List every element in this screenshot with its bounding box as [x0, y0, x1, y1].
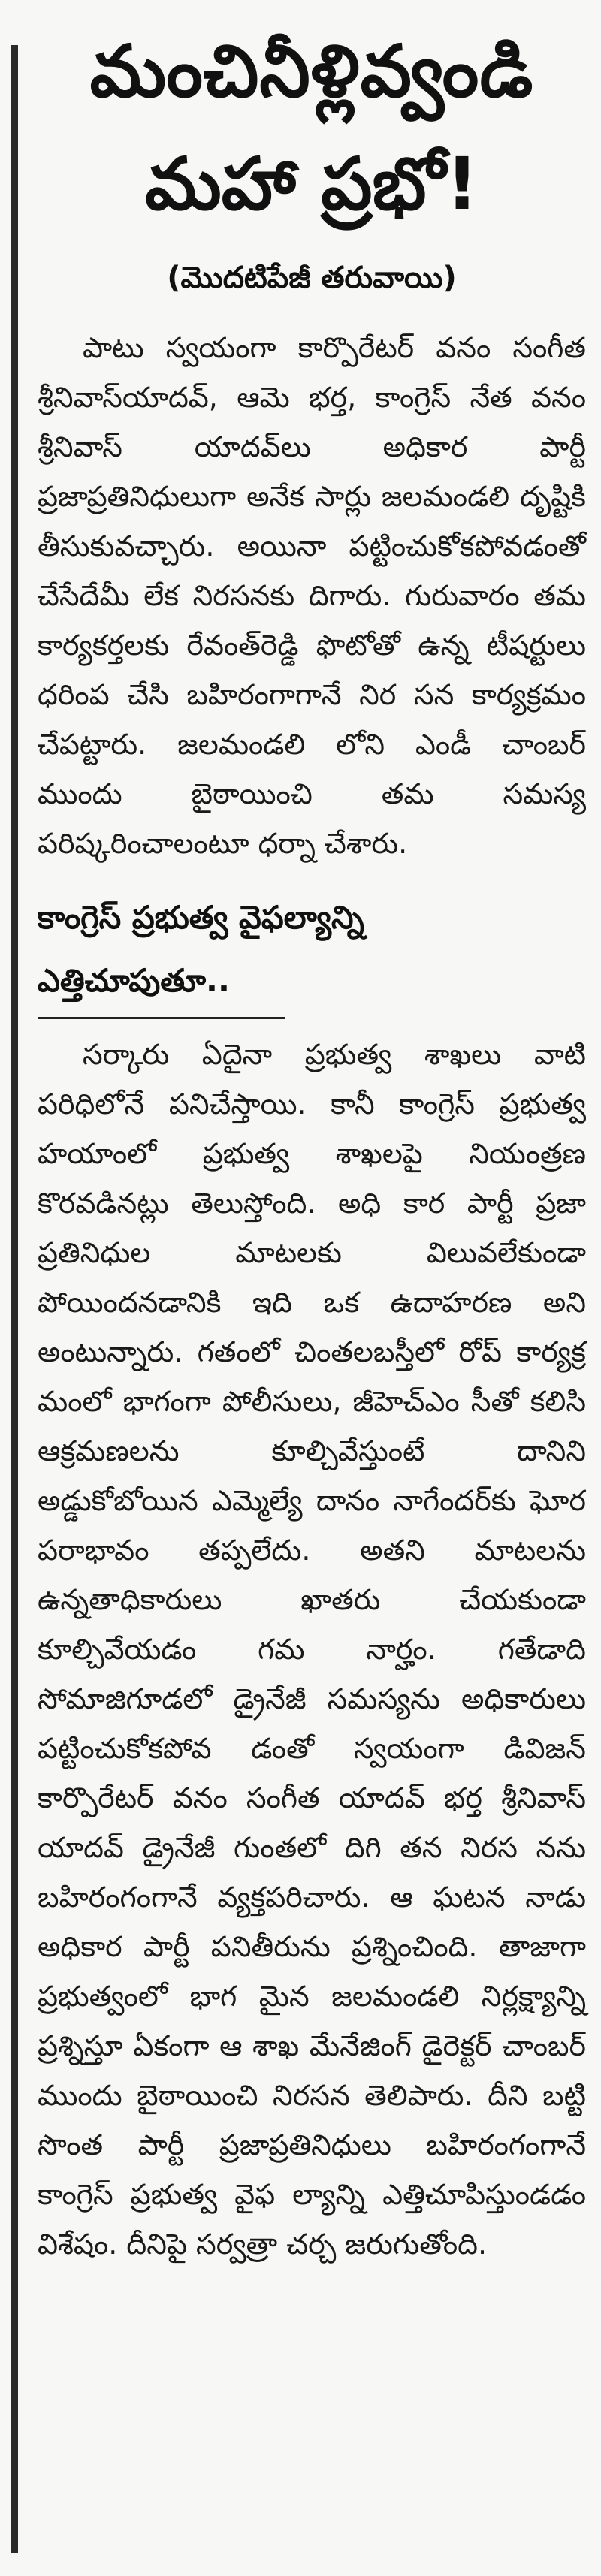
left-column-rule — [11, 45, 18, 2553]
subheading-line-2: ఎత్తిచూపుతూ.. — [38, 962, 230, 999]
headline — [38, 15, 586, 240]
subheading-underline — [38, 1017, 285, 1019]
subheading — [38, 886, 586, 1012]
headline-line-1: మంచినీళ్లివ్వండి — [89, 29, 534, 113]
paragraph-1: పాటు స్వయంగా కార్పొరేటర్ వనం సంగీత శ్రీనివాస్‌యాదవ్, ఆమె భర్త, కాంగ్రెస్ నేత వనం శ్రీనివాస్ యాదవ్‌లు అధికార పార్టీ ప్రజాప్రతినిధులుగా అనేక సార్లు జలమండలి దృష్టికి తీసుకువచ్చారు. అయినా పట్టించుకోకపోవడంతో చేసేదేమీ లేక నిరసనకు దిగారు. గురువారం తమ కార్యకర్తలకు రేవంత్‌రెడ్డి ఫొటోతో ఉన్న టీషర్టులు ధరింప చేసి బహిరంగాగానే నిర సన కార్యక్రమం చేపట్టారు. జలమండలి లోని ఎండీ చాంబర్ ముందు బైఠాయించి తమ సమస్య పరిష్కరించాలంటూ ధర్నా చేశారు. — [38, 331, 586, 860]
headline-line-2: మహా ప్రభో! — [145, 142, 479, 226]
continued-from-label: (మొదటిపేజీ తరువాయి) — [167, 261, 457, 295]
subheading-line-1: కాంగ్రెస్ ప్రభుత్వ వైఫల్యాన్ని — [38, 899, 364, 936]
paragraph-2: సర్కారు ఏదైనా ప్రభుత్వ శాఖలు వాటి పరిధిలోనే పనిచేస్తాయి. కానీ కాంగ్రెస్ ప్రభుత్వ హయాంలో ప్రభుత్వ శాఖలపై నియంత్రణ కొరవడినట్లు తెలుస్తోంది. అధి కార పార్టీ ప్రజా ప్రతినిధుల మాటలకు విలువలేకుండా పోయిందనడానికి ఇది ఒక ఉదాహరణ అని అంటున్నారు. గతంలో చింతలబస్తీలో రోప్ కార్యక్ర మంలో భాగంగా పోలీసులు, జీహెచ్ఎం సీతో కలిసి ఆక్రమణలను కూల్చివేస్తుంటే దానిని అడ్డుకోబోయిన ఎమ్మెల్యే దానం నాగేందర్‌కు ఘోర పరాభావం తప్పలేదు. అతని మాటలను ఉన్నతాధికారులు ఖాతరు చేయకుండా కూల్చివేయడం గమ నార్హం. గతేడాది సోమాజిగూడలో డ్రైనేజీ సమస్యను అధికారులు పట్టించుకోకపోవ డంతో స్వయంగా డివిజన్ కార్పొరేటర్ వనం సంగీత యాదవ్ భర్త శ్రీనివాస్ యాదవ్ డ్రైనేజీ గుంతలో దిగి తన నిరస నను బహిరంగంగానే వ్యక్తపరిచారు. ఆ ఘటన నాడు అధికార పార్టీ పనితీరును ప్రశ్నించింది. తాజాగా ప్రభుత్వంలో భాగ మైన జలమండలి నిర్లక్ష్యాన్ని ప్రశ్నిస్తూ ఏకంగా ఆ శాఖ మేనేజింగ్ డైరెక్టర్ చాంబర్ ముందు బైఠాయించి నిరసన తెలిపారు. దీని బట్టి సొంత పార్టీ ప్రజాప్రతినిధులు బహిరంగంగానే కాంగ్రెస్ ప్రభుత్వ వైఫ ల్యాన్ని ఎత్తిచూపిస్తుండడం విశేషం. దీనిపై సర్వత్రా చర్చ జరుగుతోంది. — [38, 1038, 586, 2261]
article — [38, 15, 586, 2269]
